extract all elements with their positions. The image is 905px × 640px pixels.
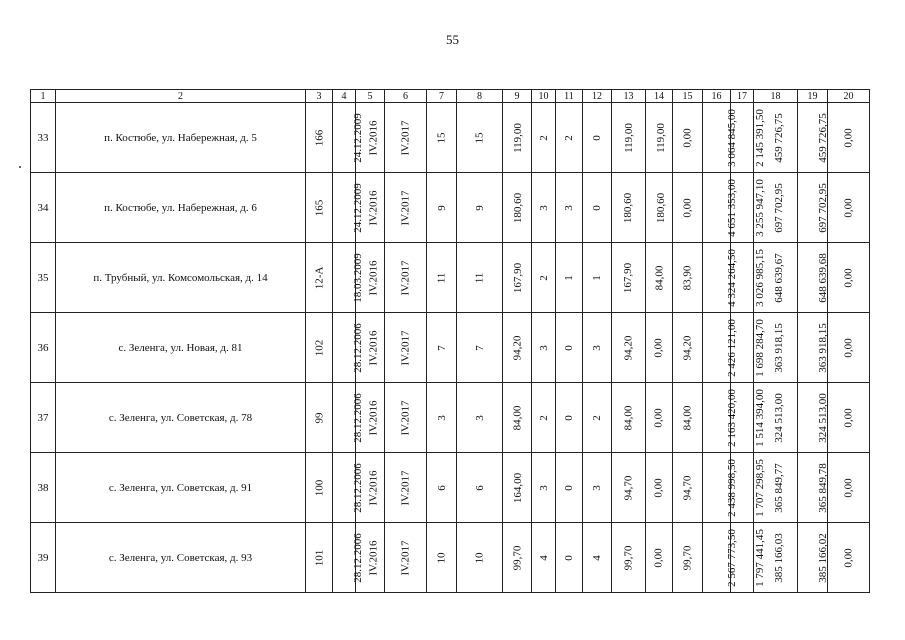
rotated-cell-text: 94,70 <box>622 475 635 500</box>
table-cell-col-4 <box>333 523 364 593</box>
table-cell-col-14 <box>646 453 673 523</box>
table-cell-col-6 <box>385 243 427 313</box>
rotated-cell-text: 165 <box>313 199 325 216</box>
rotated-cell-text: 180,60 <box>655 192 668 223</box>
table-cell-col-9 <box>503 453 532 523</box>
rotated-cell-text: 0 <box>563 414 575 421</box>
rotated-cell-text: 3 255 947,10 <box>753 178 766 237</box>
rotated-cell-text: 3 <box>537 344 550 351</box>
rotated-cell-text: 11 <box>473 272 486 283</box>
rotated-cell-text: 99,70 <box>622 545 635 570</box>
table-cell-col-13 <box>612 453 646 523</box>
rotated-cell-text: 0 <box>591 204 603 211</box>
table-cell-col-6 <box>385 383 427 453</box>
rotated-cell-text: 2 567 773,50 <box>725 528 738 587</box>
rotated-cell-text: 1 698 284,70 <box>753 318 766 377</box>
table-cell-col-15 <box>673 103 703 173</box>
table-cell-col-14 <box>646 173 673 243</box>
rotated-cell-text: 180,60 <box>622 192 635 223</box>
rotated-cell-text: 7 <box>473 344 486 351</box>
table-cell-col-8 <box>457 313 503 383</box>
rotated-cell-text: 28.12.2006 <box>351 322 364 373</box>
rotated-cell-text: 1 797 441,45 <box>753 528 766 587</box>
table-cell-col-16 <box>703 383 738 453</box>
rotated-cell-text: IV.2016 <box>367 260 380 295</box>
row-number: 35 <box>31 243 56 313</box>
rotated-cell-text: IV.2017 <box>399 260 412 295</box>
rotated-cell-text: 94,70 <box>681 475 694 500</box>
rotated-cell-text: 9 <box>435 204 448 211</box>
table-row <box>31 243 870 313</box>
address-cell: с. Зеленга, ул. Советская, д. 91 <box>56 453 306 523</box>
rotated-cell-text: 3 026 985,15 <box>753 248 766 307</box>
rotated-cell-text: 0,00 <box>842 267 855 288</box>
rotated-cell-text: 1 <box>563 274 575 281</box>
table-cell-col-15 <box>673 523 703 593</box>
rotated-cell-text: 648 639,68 <box>816 252 829 303</box>
address-cell: с. Зеленга, ул. Новая, д. 81 <box>56 313 306 383</box>
table-cell-col-12 <box>583 103 612 173</box>
table-cell-col-13 <box>612 313 646 383</box>
table-cell-col-15 <box>673 173 703 243</box>
rotated-cell-text: 0 <box>563 344 575 351</box>
rotated-cell-text: 324 513,00 <box>772 392 785 443</box>
row-number: 39 <box>31 523 56 593</box>
table-cell-col-11 <box>556 523 583 593</box>
rotated-cell-text: 363 918,15 <box>772 322 785 373</box>
row-number: 37 <box>31 383 56 453</box>
column-header-14: 14 <box>646 90 673 103</box>
rotated-cell-text: 3 064 845,00 <box>725 108 738 167</box>
rotated-cell-text: 4 324 264,50 <box>725 248 738 307</box>
rotated-cell-text: 3 <box>591 484 603 491</box>
table-cell-col-7 <box>427 173 457 243</box>
table-cell-col-3 <box>306 523 333 593</box>
table-cell-col-3 <box>306 453 333 523</box>
table-cell-col-10 <box>532 103 556 173</box>
rotated-cell-text: 0,00 <box>681 197 694 218</box>
rotated-cell-text: 0,00 <box>842 407 855 428</box>
rotated-cell-text: 180,60 <box>512 192 525 223</box>
rotated-cell-text: 0,00 <box>653 337 665 358</box>
table-cell-col-7 <box>427 383 457 453</box>
rotated-cell-text: IV.2017 <box>399 330 412 365</box>
table-cell-col-10 <box>532 173 556 243</box>
rotated-cell-text: 3 <box>563 204 575 211</box>
rotated-cell-text: 84,00 <box>622 405 635 430</box>
table-cell-col-7 <box>427 313 457 383</box>
table-row <box>31 523 870 593</box>
table-header-row <box>31 90 870 103</box>
rotated-cell-text: 459 726,75 <box>816 112 829 163</box>
table-row <box>31 453 870 523</box>
rotated-cell-text: 365 849,77 <box>772 462 785 513</box>
rotated-cell-text: IV.2016 <box>367 120 380 155</box>
rotated-cell-text: 385 166,03 <box>772 532 785 583</box>
rotated-cell-text: 11 <box>435 272 448 283</box>
rotated-cell-text: 18.03.2009 <box>351 252 364 303</box>
rotated-cell-text: 0,00 <box>842 127 855 148</box>
rotated-cell-text: 459 726,75 <box>772 112 785 163</box>
rotated-cell-text: 101 <box>313 549 325 566</box>
table-cell-col-8 <box>457 523 503 593</box>
table-cell-col-19 <box>798 383 828 453</box>
table-cell-col-14 <box>646 243 673 313</box>
rotated-cell-text: 0 <box>563 484 575 491</box>
rotated-cell-text: IV.2016 <box>367 330 380 365</box>
table-cell-col-19 <box>798 173 828 243</box>
table-cell-col-12 <box>583 453 612 523</box>
rotated-cell-text: 1 514 394,00 <box>753 388 766 447</box>
rotated-cell-text: 15 <box>473 132 486 143</box>
rotated-cell-text: 4 <box>591 554 603 561</box>
table-cell-col-9 <box>503 243 532 313</box>
rotated-cell-text: 0,00 <box>653 547 665 568</box>
rotated-cell-text: IV.2017 <box>399 470 412 505</box>
rotated-cell-text: 28.12.2006 <box>351 392 364 443</box>
table-cell-col-14 <box>646 383 673 453</box>
rotated-cell-text: 167,90 <box>622 262 635 293</box>
table-cell-col-20 <box>828 383 870 453</box>
address-cell: п. Костюбе, ул. Набережная, д. 6 <box>56 173 306 243</box>
table-cell-col-4 <box>333 103 364 173</box>
table-cell-col-11 <box>556 383 583 453</box>
table-cell-col-13 <box>612 103 646 173</box>
table-cell-col-19 <box>798 523 828 593</box>
rotated-cell-text: 0,00 <box>842 197 855 218</box>
table-cell-col-12 <box>583 173 612 243</box>
table-cell-col-20 <box>828 523 870 593</box>
rotated-cell-text: IV.2016 <box>367 470 380 505</box>
rotated-cell-text: IV.2016 <box>367 400 380 435</box>
rotated-cell-text: 3 <box>537 204 550 211</box>
address-cell: п. Трубный, ул. Комсомольская, д. 14 <box>56 243 306 313</box>
table-cell-col-19 <box>798 453 828 523</box>
rotated-cell-text: 99 <box>313 412 325 423</box>
table-cell-col-10 <box>532 313 556 383</box>
column-header-16: 16 <box>703 90 731 103</box>
table-cell-col-6 <box>385 313 427 383</box>
rotated-cell-text: 0,00 <box>653 477 665 498</box>
table-cell-col-14 <box>646 313 673 383</box>
table-cell-col-7 <box>427 243 457 313</box>
rotated-cell-text: 24.12.2009 <box>351 182 364 233</box>
table-cell-col-9 <box>503 523 532 593</box>
address-cell: п. Костюбе, ул. Набережная, д. 5 <box>56 103 306 173</box>
rotated-cell-text: 2 <box>591 414 603 421</box>
table-cell-col-8 <box>457 173 503 243</box>
table-cell-col-6 <box>385 453 427 523</box>
table-cell-col-3 <box>306 313 333 383</box>
rotated-cell-text: 164,00 <box>512 472 525 503</box>
column-header-11: 11 <box>556 90 583 103</box>
rotated-cell-text: 100 <box>313 479 325 496</box>
table-cell-col-10 <box>532 523 556 593</box>
table-cell-col-16 <box>703 173 738 243</box>
rotated-cell-text: 10 <box>473 552 486 563</box>
table-cell-col-8 <box>457 453 503 523</box>
table-cell-col-13 <box>612 383 646 453</box>
rotated-cell-text: 0,00 <box>842 337 855 358</box>
rotated-cell-text: 84,00 <box>653 265 665 290</box>
table-cell-col-16 <box>703 243 738 313</box>
column-header-13: 13 <box>612 90 646 103</box>
table-cell-col-3 <box>306 243 333 313</box>
table-cell-col-11 <box>556 313 583 383</box>
rotated-cell-text: 697 702,95 <box>772 182 785 233</box>
table-cell-col-3 <box>306 103 333 173</box>
rotated-cell-text: 2 163 420,00 <box>725 388 738 447</box>
column-header-15: 15 <box>673 90 703 103</box>
table-cell-col-8 <box>457 383 503 453</box>
rotated-cell-text: 324 513,00 <box>816 392 829 443</box>
table-cell-col-15 <box>673 243 703 313</box>
table-cell-col-14 <box>646 523 673 593</box>
rotated-cell-text: 0,00 <box>842 547 855 568</box>
table-cell-col-3 <box>306 383 333 453</box>
rotated-cell-text: 119,00 <box>622 122 635 153</box>
table-cell-col-4 <box>333 173 364 243</box>
row-number: 34 <box>31 173 56 243</box>
table-cell-col-16 <box>703 523 738 593</box>
table-cell-col-6 <box>385 173 427 243</box>
rotated-cell-text: 2 <box>563 134 575 141</box>
rotated-cell-text: 2 <box>537 414 550 421</box>
rotated-cell-text: 119,00 <box>654 122 667 153</box>
table-row <box>31 383 870 453</box>
column-header-3: 3 <box>306 90 333 103</box>
rotated-cell-text: 365 849,78 <box>816 462 829 513</box>
column-header-10: 10 <box>532 90 556 103</box>
table-cell-col-20 <box>828 103 870 173</box>
table-cell-col-4 <box>333 383 364 453</box>
column-header-18: 18 <box>754 90 798 103</box>
table-cell-col-12 <box>583 383 612 453</box>
rotated-cell-text: 697 702,95 <box>816 182 829 233</box>
table-cell-col-10 <box>532 383 556 453</box>
table-body <box>31 103 870 593</box>
rotated-cell-text: 1 707 298,95 <box>753 458 766 517</box>
table-cell-col-11 <box>556 173 583 243</box>
table-cell-col-20 <box>828 453 870 523</box>
table-cell-col-9 <box>503 383 532 453</box>
table-cell-col-20 <box>828 243 870 313</box>
row-number: 33 <box>31 103 56 173</box>
table-cell-col-15 <box>673 313 703 383</box>
table-cell-col-15 <box>673 383 703 453</box>
table-cell-col-16 <box>703 453 738 523</box>
rotated-cell-text: 28.12.2006 <box>351 532 364 583</box>
rotated-cell-text: IV.2017 <box>399 190 412 225</box>
table-cell-col-7 <box>427 103 457 173</box>
rotated-cell-text: 385 166,02 <box>816 532 829 583</box>
column-header-6: 6 <box>385 90 427 103</box>
rotated-cell-text: 3 <box>537 484 550 491</box>
table-cell-col-10 <box>532 243 556 313</box>
table-cell-col-7 <box>427 523 457 593</box>
rotated-cell-text: 102 <box>313 339 325 356</box>
rotated-cell-text: 10 <box>435 552 448 563</box>
table-cell-col-7 <box>427 453 457 523</box>
table-cell-col-4 <box>333 313 364 383</box>
rotated-cell-text: 28.12.2006 <box>351 462 364 513</box>
rotated-cell-text: 94,20 <box>622 335 635 360</box>
rotated-cell-text: 167,90 <box>512 262 525 293</box>
rotated-cell-text: 12-А <box>312 266 325 289</box>
rotated-cell-text: 3 <box>591 344 603 351</box>
row-number: 38 <box>31 453 56 523</box>
table-cell-col-13 <box>612 523 646 593</box>
table-cell-col-11 <box>556 103 583 173</box>
rotated-cell-text: 6 <box>473 484 486 491</box>
rotated-cell-text: 3 <box>473 414 486 421</box>
rotated-cell-text: 99,70 <box>681 545 694 570</box>
rotated-cell-text: 166 <box>313 129 325 146</box>
table-cell-col-10 <box>532 453 556 523</box>
column-header-17: 17 <box>731 90 754 103</box>
page-number: 55 <box>446 32 459 47</box>
table-cell-col-11 <box>556 243 583 313</box>
table-cell-col-3 <box>306 173 333 243</box>
rotated-cell-text: 15 <box>435 132 448 143</box>
column-header-12: 12 <box>583 90 612 103</box>
housing-program-table <box>30 89 870 593</box>
rotated-cell-text: 0,00 <box>653 407 665 428</box>
table-cell-col-13 <box>612 173 646 243</box>
table-cell-col-9 <box>503 313 532 383</box>
rotated-cell-text: 2 <box>537 134 550 141</box>
rotated-cell-text: IV.2017 <box>399 540 412 575</box>
table-cell-col-19 <box>798 103 828 173</box>
table-cell-col-12 <box>583 523 612 593</box>
table-cell-col-13 <box>612 243 646 313</box>
table-cell-col-4 <box>333 453 364 523</box>
rotated-cell-text: 0,00 <box>681 127 694 148</box>
rotated-cell-text: 0,00 <box>842 477 855 498</box>
rotated-cell-text: 2 426 121,00 <box>725 318 738 377</box>
column-header-5: 5 <box>356 90 385 103</box>
rotated-cell-text: IV.2016 <box>367 190 380 225</box>
column-header-9: 9 <box>503 90 532 103</box>
rotated-cell-text: 2 145 391,50 <box>753 108 766 167</box>
rotated-cell-text: 2 <box>537 274 550 281</box>
table-cell-col-19 <box>798 243 828 313</box>
rotated-cell-text: IV.2017 <box>399 400 412 435</box>
table-cell-col-12 <box>583 313 612 383</box>
rotated-cell-text: IV.2016 <box>367 540 380 575</box>
table-cell-col-20 <box>828 173 870 243</box>
rotated-cell-text: 4 651 353,00 <box>725 178 738 237</box>
rotated-cell-text: 119,00 <box>511 122 524 153</box>
table-cell-col-6 <box>385 103 427 173</box>
row-number: 36 <box>31 313 56 383</box>
rotated-cell-text: 24.12.2009 <box>351 112 364 163</box>
address-cell: с. Зеленга, ул. Советская, д. 93 <box>56 523 306 593</box>
table-row <box>31 103 870 173</box>
column-header-19: 19 <box>798 90 828 103</box>
rotated-cell-text: 2 438 998,50 <box>725 458 738 517</box>
table-row <box>31 313 870 383</box>
table-cell-col-14 <box>646 103 673 173</box>
table-cell-col-16 <box>703 313 738 383</box>
rotated-cell-text: IV.2017 <box>399 120 412 155</box>
table-cell-col-19 <box>798 313 828 383</box>
table-cell-col-15 <box>673 453 703 523</box>
rotated-cell-text: 84,00 <box>511 405 523 430</box>
column-header-20: 20 <box>828 90 870 103</box>
table-cell-col-9 <box>503 103 532 173</box>
table-cell-col-12 <box>583 243 612 313</box>
rotated-cell-text: 1 <box>591 274 603 281</box>
table-cell-col-9 <box>503 173 532 243</box>
table-cell-col-6 <box>385 523 427 593</box>
scan-speck <box>19 166 21 168</box>
column-header-4: 4 <box>333 90 356 103</box>
table-cell-col-20 <box>828 313 870 383</box>
column-header-8: 8 <box>457 90 503 103</box>
rotated-cell-text: 6 <box>435 484 448 491</box>
table-cell-col-4 <box>333 243 364 313</box>
rotated-cell-text: 9 <box>473 204 486 211</box>
rotated-cell-text: 4 <box>537 554 550 561</box>
column-header-2: 2 <box>56 90 306 103</box>
rotated-cell-text: 648 639,67 <box>772 252 785 303</box>
table-row <box>31 173 870 243</box>
column-header-7: 7 <box>427 90 457 103</box>
rotated-cell-text: 363 918,15 <box>816 322 829 373</box>
table-cell-col-8 <box>457 243 503 313</box>
rotated-cell-text: 3 <box>435 414 448 421</box>
table-cell-col-16 <box>703 103 738 173</box>
rotated-cell-text: 99,70 <box>511 545 523 570</box>
address-cell: с. Зеленга, ул. Советская, д. 78 <box>56 383 306 453</box>
table-cell-col-8 <box>457 103 503 173</box>
table-cell-col-11 <box>556 453 583 523</box>
rotated-cell-text: 7 <box>435 344 448 351</box>
rotated-cell-text: 94,20 <box>511 335 523 360</box>
rotated-cell-text: 0 <box>563 554 575 561</box>
rotated-cell-text: 83,90 <box>681 265 694 290</box>
rotated-cell-text: 94,20 <box>681 335 694 360</box>
rotated-cell-text: 84,00 <box>681 405 694 430</box>
rotated-cell-text: 0 <box>591 134 603 141</box>
column-header-1: 1 <box>31 90 56 103</box>
